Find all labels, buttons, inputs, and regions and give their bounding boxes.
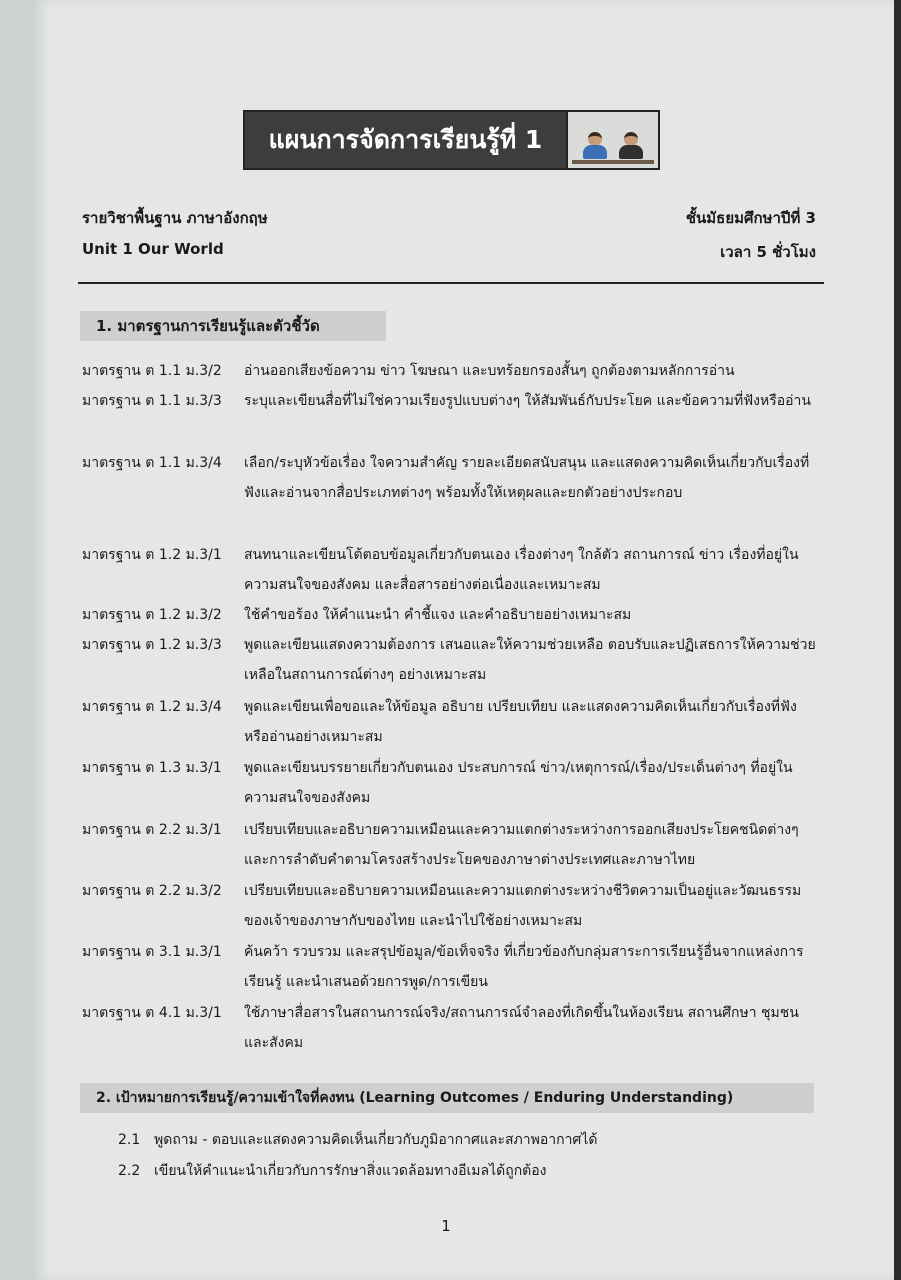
- student-figure: [582, 132, 608, 162]
- standard-code: มาตรฐาน ต 1.2 ม.3/3: [82, 637, 222, 653]
- grade-label: ชั้นมัธยมศึกษาปีที่ 3: [685, 209, 816, 227]
- standard-code: มาตรฐาน ต 1.2 ม.3/1: [82, 547, 222, 563]
- standard-code: มาตรฐาน ต 1.1 ม.3/2: [82, 363, 222, 379]
- left-page-edge: [0, 0, 36, 1280]
- student-figure: [618, 132, 644, 162]
- standard-text: ค้นคว้า รวบรวม และสรุปข้อมูล/ข้อเท็จจริง ที่เกี่ยวข้องกับกลุ่มสาระการเรียนรู้อื่นจากแหล่งการเรียนรู้ และนำเสนอด้วยการพูด/การเขียน: [244, 944, 804, 990]
- standard-code: มาตรฐาน ต 1.1 ม.3/4: [82, 455, 222, 471]
- standard-text: ใช้คำขอร้อง ให้คำแนะนำ คำชี้แจง และคำอธิบายอย่างเหมาะสม: [244, 607, 632, 623]
- standard-code: มาตรฐาน ต 1.3 ม.3/1: [82, 760, 222, 776]
- students-illustration: [568, 110, 660, 170]
- unit-label: Unit 1 Our World: [82, 240, 224, 258]
- outcome-item: [118, 1126, 597, 1154]
- time-label: เวลา 5 ชั่วโมง: [720, 243, 816, 261]
- standard-text: เปรียบเทียบและอธิบายความเหมือนและความแตกต่างระหว่างการออกเสียงประโยคชนิดต่างๆ และการลำดับคำตามโครงสร้างประโยคของภาษาต่างประเทศและภาษาไทย: [244, 822, 799, 868]
- subject-label: รายวิชาพื้นฐาน ภาษาอังกฤษ: [82, 209, 268, 227]
- standard-text: พูดและเขียนแสดงความต้องการ เสนอและให้ความช่วยเหลือ ตอบรับและปฏิเสธการให้ความช่วยเหลือในสถานการณ์ต่างๆ อย่างเหมาะสม: [244, 637, 816, 683]
- standard-text: ระบุและเขียนสื่อที่ไม่ใช่ความเรียงรูปแบบต่างๆ ให้สัมพันธ์กับประโยค และข้อความที่ฟังหรืออ่าน: [244, 393, 811, 409]
- standard-text: เลือก/ระบุหัวข้อเรื่อง ใจความสำคัญ รายละเอียดสนับสนุน และแสดงความคิดเห็นเกี่ยวกับเรื่องที่ฟังและอ่านจากสื่อประเภทต่างๆ พร้อมทั้งให้เหตุผลและยกตัวอย่างประกอบ: [244, 455, 810, 501]
- standard-text: สนทนาและเขียนโต้ตอบข้อมูลเกี่ยวกับตนเอง เรื่องต่างๆ ใกล้ตัว สถานการณ์ ข่าว เรื่องที่อยู่ในความสนใจของสังคม และสื่อสารอย่างต่อเนื่องและเหมาะสม: [244, 547, 799, 593]
- desk-shape: [572, 160, 654, 164]
- standard-code: มาตรฐาน ต 1.1 ม.3/3: [82, 393, 222, 409]
- standard-code: มาตรฐาน ต 2.2 ม.3/1: [82, 822, 222, 838]
- standard-code: มาตรฐาน ต 1.2 ม.3/2: [82, 607, 222, 623]
- section-2-heading: 2. เป้าหมายการเรียนรู้/ความเข้าใจที่คงทน (Learning Outcomes / Enduring Understanding): [80, 1083, 814, 1113]
- standard-code: มาตรฐาน ต 2.2 ม.3/2: [82, 883, 222, 899]
- standard-text: เปรียบเทียบและอธิบายความเหมือนและความแตกต่างระหว่างชีวิตความเป็นอยู่และวัฒนธรรมของเจ้าของภาษากับของไทย และนำไปใช้อย่างเหมาะสม: [244, 883, 802, 929]
- outcome-number: 2.1: [118, 1132, 141, 1148]
- standard-code: มาตรฐาน ต 4.1 ม.3/1: [82, 1005, 222, 1021]
- standard-text: พูดและเขียนเพื่อขอและให้ข้อมูล อธิบาย เปรียบเทียบ และแสดงความคิดเห็นเกี่ยวกับเรื่องที่ฟังหรืออ่านอย่างเหมาะสม: [244, 699, 797, 745]
- standard-code: มาตรฐาน ต 1.2 ม.3/4: [82, 699, 222, 715]
- standard-text: ใช้ภาษาสื่อสารในสถานการณ์จริง/สถานการณ์จำลองที่เกิดขึ้นในห้องเรียน สถานศึกษา ชุมชน และสังคม: [244, 1005, 799, 1051]
- standard-text: พูดและเขียนบรรยายเกี่ยวกับตนเอง ประสบการณ์ ข่าว/เหตุการณ์/เรื่อง/ประเด็นต่างๆ ที่อยู่ในความสนใจของสังคม: [244, 760, 793, 806]
- page-title: แผนการจัดการเรียนรู้ที่ 1: [243, 110, 568, 170]
- standard-text: อ่านออกเสียงข้อความ ข่าว โฆษณา และบทร้อยกรองสั้นๆ ถูกต้องตามหลักการอ่าน: [244, 363, 735, 379]
- title-banner: [243, 110, 660, 170]
- outcome-text: พูดถาม - ตอบและแสดงความคิดเห็นเกี่ยวกับภูมิอากาศและสภาพอากาศได้: [154, 1132, 598, 1148]
- header-divider: [78, 282, 824, 284]
- outcome-text: เขียนให้คำแนะนำเกี่ยวกับการรักษาสิ่งแวดล้อมทางอีเมลได้ถูกต้อง: [154, 1163, 547, 1179]
- outcome-item: [118, 1157, 547, 1185]
- outcome-number: 2.2: [118, 1163, 141, 1179]
- section-1-heading: 1. มาตรฐานการเรียนรู้และตัวชี้วัด: [80, 311, 386, 341]
- document-page: [36, 0, 894, 1280]
- standard-code: มาตรฐาน ต 3.1 ม.3/1: [82, 944, 222, 960]
- page-number: 1: [441, 1217, 451, 1235]
